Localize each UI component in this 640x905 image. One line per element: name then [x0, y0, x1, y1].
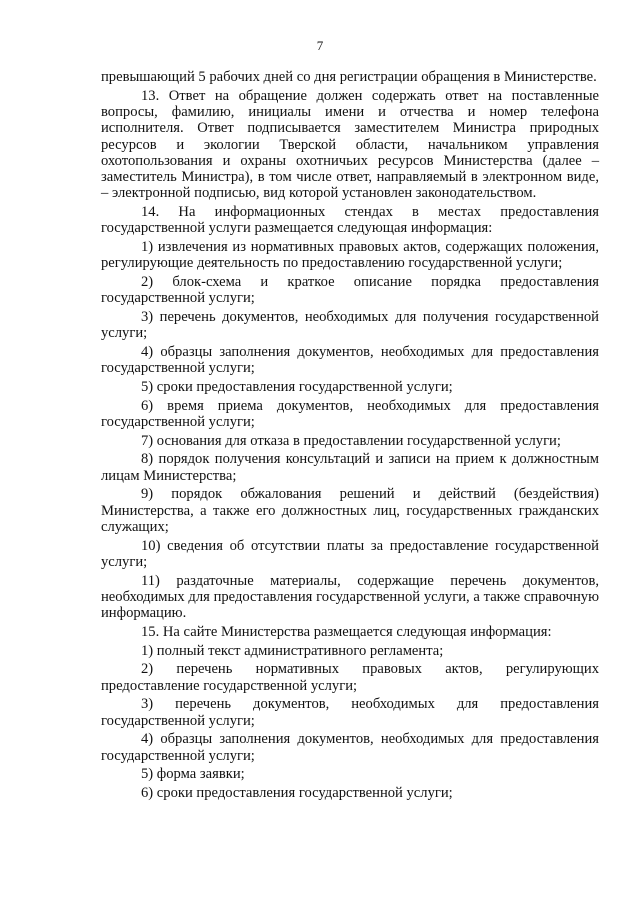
- paragraph-13-response-content: 13. Ответ на обращение должен содержать ответ на поставленные вопросы, фамилию, инициалы имени и отчества и номер телефона исполнителя. Ответ подписывается заместителем Министра природных ресурсов и экологии Тверской области, начальником управления охотопользования и охраны охотничьих ресурсов Министерства (далее – заместитель Министра), в том числе ответ, направляемый в электронном виде, – электронной подписью, вид которой установлен законодательством.: [101, 87, 599, 202]
- list-item-14-4: 4) образцы заполнения документов, необходимых для предоставления государственной услуги;: [101, 344, 599, 377]
- list-item-14-8: 8) порядок получения консультаций и записи на прием к должностным лицам Министерства;: [101, 451, 599, 484]
- list-item-14-6: 6) время приема документов, необходимых для предоставления государственной услуги;: [101, 397, 599, 431]
- list-item-14-11: 11) раздаточные материалы, содержащие перечень документов, необходимых для предоставления государственной услуги, а также справочную информацию.: [101, 572, 599, 622]
- list-item-14-9: 9) порядок обжалования решений и действий (бездействия) Министерства, а также его должностных лиц, государственных гражданских служащих;: [101, 486, 599, 536]
- paragraph-15-website-info: 15. На сайте Министерства размещается следующая информация:: [141, 623, 552, 640]
- list-item-15-5: 5) форма заявки;: [141, 766, 245, 783]
- list-item-15-6: 6) сроки предоставления государственной услуги;: [141, 784, 453, 801]
- list-item-14-2: 2) блок-схема и краткое описание порядка предоставления государственной услуги;: [101, 274, 599, 307]
- list-item-14-5: 5) сроки предоставления государственной услуги;: [141, 379, 453, 396]
- list-item-15-1: 1) полный текст административного регламента;: [141, 642, 444, 659]
- list-item-15-4: 4) образцы заполнения документов, необходимых для предоставления государственной услуги;: [101, 731, 599, 764]
- paragraph-14-info-stands: 14. На информационных стендах в местах предоставления государственной услуги размещается следующая информация:: [101, 204, 599, 237]
- list-item-15-3: 3) перечень документов, необходимых для предоставления государственной услуги;: [101, 696, 599, 729]
- list-item-14-7: 7) основания для отказа в предоставлении государственной услуги;: [141, 432, 561, 449]
- document-body: [101, 69, 599, 801]
- list-item-14-3: 3) перечень документов, необходимых для получения государственной услуги;: [101, 309, 599, 342]
- list-item-14-10: 10) сведения об отсутствии платы за предоставление государственной услуги;: [101, 537, 599, 570]
- page-number: 7: [316, 38, 324, 53]
- list-item-14-1: 1) извлечения из нормативных правовых актов, содержащих положения, регулирующие деятельность по предоставлению государственной услуги;: [101, 239, 599, 272]
- list-item-15-2: 2) перечень нормативных правовых актов, регулирующих предоставление государственной услуги;: [101, 661, 599, 694]
- paragraph-continuation: превышающий 5 рабочих дней со дня регистрации обращения в Министерстве.: [101, 69, 597, 85]
